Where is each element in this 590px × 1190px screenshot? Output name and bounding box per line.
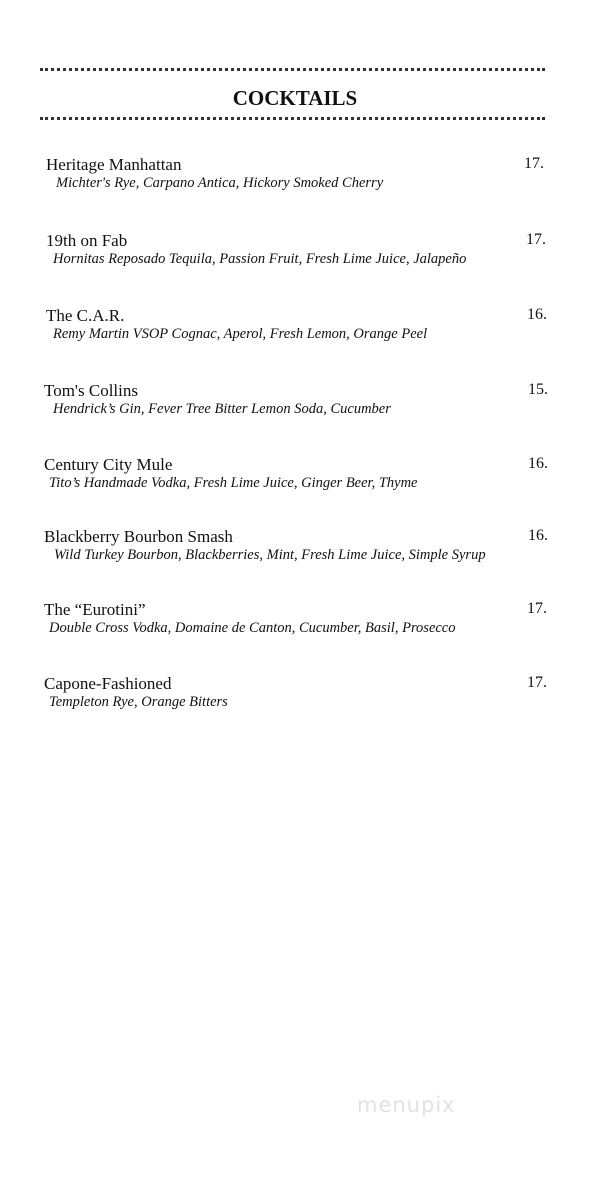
section-title: COCKTAILS [232,86,358,110]
menu-item [46,306,546,346]
item-price: 16. [527,306,547,323]
item-price: 17. [527,600,547,617]
item-name: Heritage Manhattan [46,155,182,174]
item-name: Century City Mule [44,455,173,474]
item-price: 17. [527,674,547,691]
top-dotted-divider [40,68,545,71]
item-description: Tito’s Handmade Vodka, Fresh Lime Juice, Ginger Beer, Thyme [49,475,418,491]
menu-item [46,231,546,271]
menupix-watermark: menupix [357,1093,456,1117]
item-price: 15. [528,381,548,398]
item-name: Capone-Fashioned [44,674,172,693]
item-name: Tom's Collins [44,381,138,400]
item-description: Templeton Rye, Orange Bitters [49,694,228,710]
menu-item [44,381,549,421]
item-description: Wild Turkey Bourbon, Blackberries, Mint, Fresh Lime Juice, Simple Syrup [54,547,486,563]
item-description: Hendrick’s Gin, Fever Tree Bitter Lemon Soda, Cucumber [53,401,391,417]
item-name: The C.A.R. [46,306,125,325]
menu-item [44,600,549,640]
item-price: 16. [528,527,548,544]
item-description: Hornitas Reposado Tequila, Passion Fruit, Fresh Lime Juice, Jalapeño [53,251,467,267]
item-description: Double Cross Vodka, Domaine de Canton, Cucumber, Basil, Prosecco [49,620,456,636]
bottom-dotted-divider [40,117,545,120]
menu-item [44,674,549,714]
item-name: Blackberry Bourbon Smash [44,527,233,546]
item-description: Remy Martin VSOP Cognac, Aperol, Fresh Lemon, Orange Peel [53,326,428,342]
menu-item [44,527,549,567]
item-price: 17. [524,155,544,172]
menu-item [44,455,549,495]
item-price: 16. [528,455,548,472]
item-name: 19th on Fab [46,231,128,250]
menu-item [46,155,546,195]
item-description: Michter's Rye, Carpano Antica, Hickory Smoked Cherry [56,175,384,191]
item-name: The “Eurotini” [44,600,146,619]
item-price: 17. [526,231,546,248]
